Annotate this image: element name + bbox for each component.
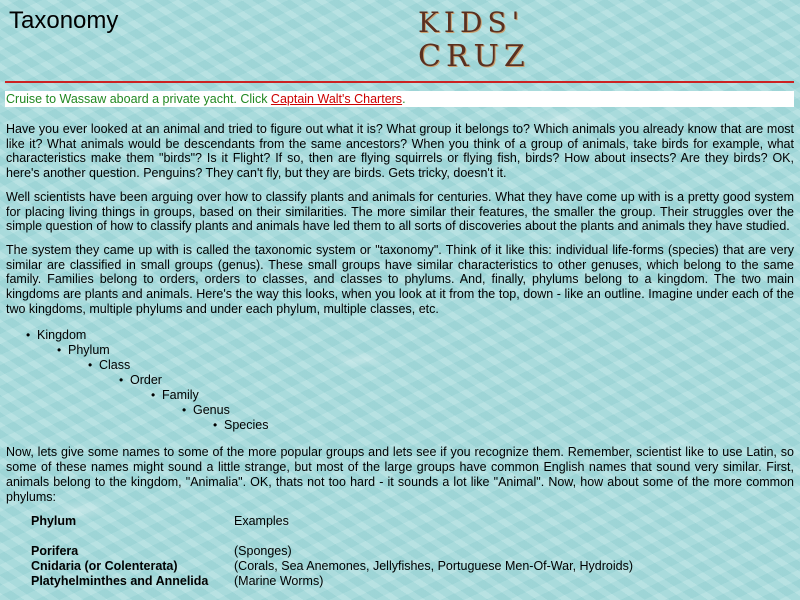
- logo-line-2: CRUZ: [418, 39, 530, 74]
- outline-item: [119, 373, 794, 388]
- phylum-name: Porifera: [31, 544, 79, 559]
- header-divider: [5, 81, 794, 83]
- charter-link[interactable]: Captain Walt's Charters: [270, 92, 403, 106]
- ad-banner: [5, 91, 794, 107]
- spacer-cell: [31, 529, 234, 544]
- bullet-icon: •: [151, 388, 156, 403]
- header-phylum: Phylum: [31, 514, 77, 529]
- outline-item: [151, 388, 794, 403]
- phylum-examples: (Sponges): [234, 544, 292, 559]
- ad-suffix: .: [402, 92, 406, 106]
- phylum-name: Cnidaria (or Colenterata): [31, 559, 178, 574]
- page-title: Taxonomy: [9, 7, 119, 34]
- outline-item: [26, 328, 794, 343]
- table-row: [31, 544, 633, 559]
- paragraph-system: The system they came up with is called the taxonomic system or "taxonomy". Think of it like this: individual life-forms (species) that are very similar are classified in small groups (genus). These small groups have similar characteristics to other genuses, which belong to the same family. Families belong to orders, orders to classes, and classes to phylums. And, finally, phylums belong to a kingdom. The two main kingdoms are plants and animals. Here's the way this looks, when you look at it from the top, down - like an outline. Imagine under each of the two kingdoms, multiple phylums and under each phylum, multiple classes, etc.: [6, 242, 794, 316]
- outline-item: [213, 418, 794, 433]
- table-header-row: [31, 514, 633, 529]
- outline-label: Genus: [193, 403, 230, 418]
- phylum-table: [31, 514, 633, 589]
- outline-label: Family: [162, 388, 199, 403]
- phylum-examples: (Corals, Sea Anemones, Jellyfishes, Portuguese Men-Of-War, Hydroids): [234, 559, 633, 574]
- phylum-examples: (Marine Worms): [234, 574, 324, 589]
- spacer-cell: [234, 529, 633, 544]
- header-examples: Examples: [234, 514, 289, 529]
- taxonomy-outline: [6, 328, 794, 433]
- outline-item: [57, 343, 794, 358]
- outline-label: Species: [224, 418, 269, 433]
- outline-label: Order: [130, 373, 162, 388]
- table-row: [31, 559, 633, 574]
- bullet-icon: •: [182, 403, 187, 418]
- bullet-icon: •: [26, 328, 31, 343]
- article: [6, 122, 794, 589]
- outline-label: Kingdom: [37, 328, 87, 343]
- ad-text: Cruise to Wassaw aboard a private yacht. Click: [6, 92, 271, 106]
- outline-label: Class: [99, 358, 131, 373]
- outline-item: [88, 358, 794, 373]
- table-row: [31, 574, 633, 589]
- bullet-icon: •: [119, 373, 124, 388]
- phylum-name: Platyhelminthes and Annelida: [31, 574, 209, 589]
- outline-item: [182, 403, 794, 418]
- bullet-icon: •: [57, 343, 62, 358]
- kids-cruz-logo[interactable]: [418, 6, 530, 76]
- paragraph-phylums: Now, lets give some names to some of the more popular groups and lets see if you recognize them. Remember, scientist like to use Latin, so some of these names might sound a little strange, but most of the large groups have common English names that sound very similar. First, animals belong to the kingdom, "Animalia". OK, thats not too hard - it sounds a lot like "Animal". Now, how about some of the more common phylums:: [6, 445, 794, 504]
- table-spacer: [31, 529, 633, 544]
- paragraph-intro: Have you ever looked at an animal and tried to figure out what it is? What group it belongs to? Which animals you already know that are most like it? What animals would be descendants from the same ancestors? When you think of a group of animals, take birds for example, what characteristics make them "birds"? Is it Flight? If so, then are flying squirrels or flying fish, birds? How about insects? Are they birds? OK, here's another question. Penguins? They can't fly, but they are birds. Gets tricky, doesn't it.: [6, 122, 794, 181]
- bullet-icon: •: [213, 418, 218, 433]
- paragraph-history: Well scientists have been arguing over how to classify plants and animals for centuries. What they have come up with is a pretty good system for placing living things in groups, based on their similarities. The more similar their features, the smaller the group. Their struggles over the simple question of how to classify plants and animals have led them to all sorts of discoveries about the plants and animals they have studied.: [6, 189, 794, 234]
- bullet-icon: •: [88, 358, 93, 373]
- outline-label: Phylum: [68, 343, 110, 358]
- logo-line-1: KIDS': [418, 6, 525, 39]
